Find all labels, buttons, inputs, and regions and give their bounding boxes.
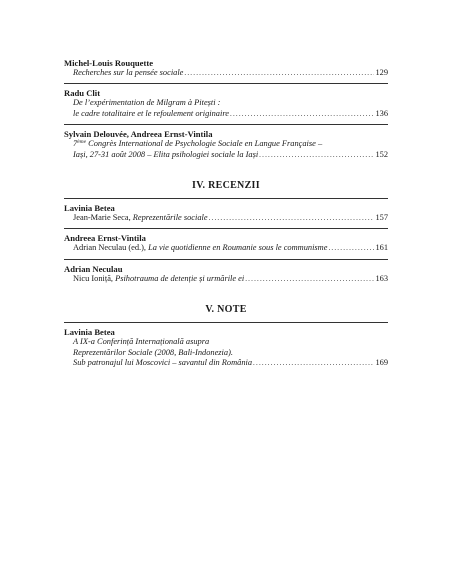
entry-author: Sylvain Delouvée, Andreea Ernst-Vintila (64, 129, 213, 140)
toc-row (64, 109, 388, 119)
entry-title: Sub patronajul lui Moscovici – savantul din România (73, 358, 253, 368)
toc-row (64, 213, 388, 223)
page-number: 129 (375, 68, 388, 77)
dot-leader (245, 274, 374, 284)
toc-entry (64, 233, 388, 253)
dot-leader (184, 68, 374, 78)
entry-title-line: Reprezentărilor Sociale (2008, Bali-Indonezia). (73, 347, 233, 357)
entry-author: Lavinia Betea (64, 203, 115, 214)
table-of-contents (64, 58, 388, 368)
divider (64, 124, 388, 125)
divider (64, 228, 388, 229)
entry-title (73, 274, 244, 284)
entry-title-line: De l’expérimentation de Milgram à Pitești : (73, 98, 221, 108)
toc-entry (64, 203, 388, 223)
reviewed-title: Reprezentările sociale (132, 213, 208, 223)
page-number: 161 (375, 243, 388, 253)
entry-author: Lavinia Betea (64, 327, 115, 338)
reviewed-author: Jean-Marie Seca, (73, 213, 133, 223)
ordinal-suffix: ème (77, 139, 87, 146)
toc-entry (64, 327, 388, 368)
page-number: 152 (375, 149, 388, 159)
toc-entry (64, 264, 388, 284)
entry-author: Adrian Neculau (64, 263, 123, 274)
toc-entry (64, 129, 388, 160)
page-number: 169 (375, 358, 388, 368)
toc-entry (64, 88, 388, 119)
entry-title: Recherches sur la pensée sociale (73, 68, 184, 77)
page-number: 163 (375, 273, 388, 283)
divider (64, 198, 388, 199)
divider (64, 322, 388, 323)
reviewed-author: Nicu Ioniță, (73, 273, 116, 283)
entry-author: Andreea Ernst-Vintila (64, 233, 146, 244)
divider (64, 259, 388, 260)
toc-row (64, 243, 388, 253)
dot-leader (253, 358, 374, 368)
toc-row (64, 274, 388, 284)
page-number: 136 (375, 108, 388, 118)
divider (64, 83, 388, 84)
entry-title: le cadre totalitaire et le refoulement originaire (73, 108, 229, 118)
entry-author: Michel-Louis Rouquette (64, 58, 154, 68)
toc-row (64, 68, 388, 78)
entry-title (73, 213, 208, 223)
reviewed-title: La vie quotidienne en Roumanie sous le communisme (148, 243, 328, 253)
dot-leader (328, 243, 374, 253)
entry-author: Radu Clit (64, 88, 101, 99)
dot-leader (209, 213, 375, 223)
section-heading: IV. RECENZII (192, 180, 260, 192)
toc-entry (64, 58, 388, 78)
reviewed-title: Psihotrauma de detenție și urmările ei (115, 273, 245, 283)
entry-title-line: A IX-a Conferință Internațională asupra (73, 337, 210, 347)
entry-title: Iași, 27-31 août 2008 – Elita psihologiei sociale la Iași (73, 149, 259, 159)
section-heading: V. NOTE (205, 304, 247, 316)
dot-leader (230, 109, 374, 119)
dot-leader (259, 150, 374, 160)
ordinal-number: 7 (73, 139, 78, 149)
entry-title-line (64, 139, 388, 149)
entry-title (73, 243, 327, 253)
toc-row (64, 358, 388, 368)
entry-title-rest: Congrès International de Psychologie Sociale en Langue Française – (86, 139, 323, 149)
reviewed-author: Adrian Neculau (ed.), (73, 243, 149, 253)
toc-row (64, 150, 388, 160)
page-number: 157 (375, 213, 388, 223)
